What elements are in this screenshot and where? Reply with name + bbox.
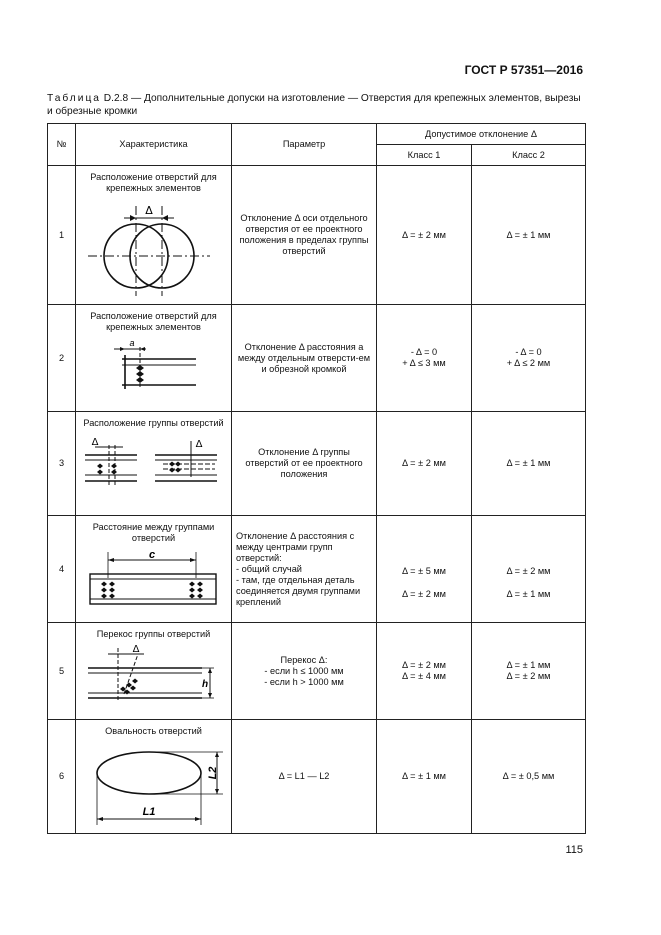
parameter-case-1: - если h ≤ 1000 мм <box>264 665 344 676</box>
row-num: 4 <box>48 516 76 623</box>
characteristic-text: Овальность отверстий <box>105 726 202 736</box>
L2-label: L2 <box>206 766 219 780</box>
delta-label: Δ <box>91 437 98 448</box>
characteristic-cell <box>76 516 232 623</box>
parameter-title: Отклонение Δ расстояния c между центрами групп отверстий: <box>236 530 355 563</box>
table-row <box>48 305 586 412</box>
parameter-cell: Отклонение Δ расстояния a между отдельным отверсти-ем и обрезной кромкой <box>232 305 377 412</box>
header-num: № <box>48 124 76 166</box>
caption-label: Таблица <box>47 93 101 104</box>
table-row <box>48 412 586 516</box>
parameter-cell: Отклонение Δ группы отверстий от ее проектного положения <box>232 412 377 516</box>
parameter-case-1: - общий случай <box>236 563 302 574</box>
class2-line-1: - Δ = 0 <box>515 347 542 357</box>
header-class1: Класс 1 <box>377 145 472 166</box>
class2-line-1: Δ = ± 2 мм <box>506 566 551 576</box>
class1-cell <box>377 516 472 623</box>
header-characteristic: Характеристика <box>76 124 232 166</box>
characteristic-cell <box>76 720 232 834</box>
class1-cell: Δ = ± 2 мм <box>377 166 472 305</box>
group-skew-figure <box>84 644 224 704</box>
delta-label: Δ <box>144 204 153 217</box>
parameter-title: Перекос Δ: <box>280 654 328 665</box>
table-caption <box>47 92 587 118</box>
class1-line-1: - Δ = 0 <box>410 347 438 357</box>
header-row <box>48 124 586 145</box>
h-label: h <box>201 679 208 690</box>
characteristic-cell <box>76 305 232 412</box>
delta-label: Δ <box>132 644 139 655</box>
class1-cell: Δ = ± 2 мм <box>377 412 472 516</box>
delta-label: Δ <box>195 439 202 450</box>
row-num: 3 <box>48 412 76 516</box>
class2-line-2: Δ = ± 2 мм <box>506 671 551 681</box>
class2-cell: Δ = ± 1 мм <box>472 166 586 305</box>
parameter-cell: Δ = L1 — L2 <box>232 720 377 834</box>
class1-line-2: Δ = ± 2 мм <box>402 589 446 599</box>
class1-line-1: Δ = ± 5 мм <box>402 566 446 576</box>
page-number: 115 <box>565 844 583 856</box>
group-distance-figure <box>84 548 224 610</box>
characteristic-text: Перекос группы отверстий <box>96 629 211 639</box>
caption-text: D.2.8 — Дополнительные допуски на изготовление — Отверстия для крепежных элементов, вырезы и обрезные кромки <box>47 93 581 117</box>
row-num: 5 <box>48 623 76 720</box>
class2-line-2: Δ = ± 1 мм <box>506 589 551 599</box>
characteristic-cell <box>76 166 232 305</box>
class1-cell <box>377 305 472 412</box>
table-row <box>48 720 586 834</box>
characteristic-text: Расположение группы отверстий <box>83 418 224 428</box>
L1-label: L1 <box>142 806 155 818</box>
class2-cell <box>472 516 586 623</box>
characteristic-text: Расположение отверстий для крепежных элементов <box>90 311 217 332</box>
edge-distance-figure <box>84 337 224 392</box>
table-row <box>48 166 586 305</box>
characteristic-text: Расстояние между группами отверстий <box>92 522 215 543</box>
table-row <box>48 623 586 720</box>
parameter-case-2: - если h > 1000 мм <box>264 676 344 687</box>
parameter-case-2: - там, где отдельная деталь соединяется двумя группами креплений <box>236 574 361 607</box>
class1-cell: Δ = ± 1 мм <box>377 720 472 834</box>
class2-cell: Δ = ± 0,5 мм <box>472 720 586 834</box>
parameter-cell: Отклонение Δ оси отдельного отверстия от ее проектного положения в пределах группы отверстий <box>232 166 377 305</box>
c-label: c <box>148 549 155 561</box>
hole-axis-deviation-figure <box>84 198 224 298</box>
header-parameter: Параметр <box>232 124 377 166</box>
header-class2: Класс 2 <box>472 145 586 166</box>
class2-cell <box>472 305 586 412</box>
class2-cell <box>472 623 586 720</box>
class1-line-1: Δ = ± 2 мм <box>402 660 446 670</box>
row-num: 1 <box>48 166 76 305</box>
parameter-cell <box>232 623 377 720</box>
tolerance-table <box>47 123 586 834</box>
class2-line-2: + Δ ≤ 2 мм <box>506 358 551 368</box>
row-num: 2 <box>48 305 76 412</box>
header-deviation: Допустимое отклонение Δ <box>377 124 586 145</box>
table-row <box>48 516 586 623</box>
a-label: a <box>128 338 135 348</box>
characteristic-text: Расположение отверстий для крепежных элементов <box>90 172 217 193</box>
characteristic-cell <box>76 623 232 720</box>
class2-line-1: Δ = ± 1 мм <box>506 660 551 670</box>
characteristic-cell <box>76 412 232 516</box>
class1-line-2: Δ = ± 4 мм <box>402 671 446 681</box>
class1-cell <box>377 623 472 720</box>
standard-code: ГОСТ Р 57351—2016 <box>464 63 583 77</box>
class1-line-2: + Δ ≤ 3 мм <box>402 358 446 368</box>
parameter-cell <box>232 516 377 623</box>
row-num: 6 <box>48 720 76 834</box>
class2-cell: Δ = ± 1 мм <box>472 412 586 516</box>
hole-ovality-figure <box>79 741 229 829</box>
hole-group-position-figure <box>79 433 229 493</box>
